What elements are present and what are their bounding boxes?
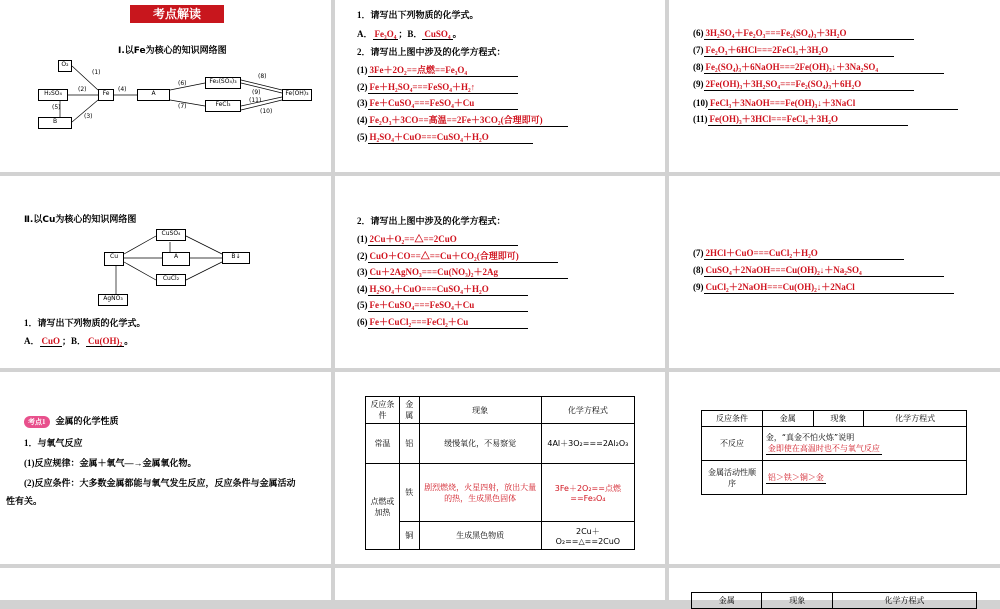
table-header: 金属 <box>692 593 762 609</box>
equation-row: (8) CuSO₄＋2NaOH===Cu(OH)₂↓＋Na₂SO₄ <box>693 263 944 277</box>
equation-row: (7) 2HCl＋CuO===CuCl₂＋H₂O <box>693 246 904 260</box>
section-heading: Ⅱ.以Cu为核心的知识网络图 <box>24 215 137 225</box>
edge-label: (6) <box>178 80 187 87</box>
slide-thumbnail-9[interactable] <box>669 372 1000 564</box>
partial-table <box>691 592 977 609</box>
edge-label: (9) <box>252 89 261 96</box>
table-cell: 缓慢氧化，不易察觉 <box>419 424 541 464</box>
equation-row: (2) CuO＋CO==△==Cu＋CO₂(合理即可) <box>357 249 558 263</box>
edge-label: (8) <box>258 73 267 80</box>
node-cuso4: CuSO₄ <box>156 229 186 241</box>
table-cell: 金，“真金不怕火炼”说明金即使在高温时也不与氧气反应 <box>762 427 966 461</box>
text-line: (2)反应条件：大多数金属都能与氧气发生反应，反应条件与金属活动 <box>24 478 296 488</box>
node-agno3: AgNO₃ <box>98 294 128 306</box>
question-1: 1．请写出下列物质的化学式。 <box>24 318 146 328</box>
equation-row: (10) FeCl₃＋3NaOH===Fe(OH)₃↓＋3NaCl <box>693 96 958 110</box>
equation-row: (6) Fe＋CuCl₂===FeCl₂＋Cu <box>357 315 528 329</box>
edge-label: (1) <box>92 69 101 76</box>
table-cell-answer: 剧烈燃烧，火星四射，放出大量的热，生成黑色固体 <box>419 464 541 522</box>
banner-title: 考点解读 <box>130 5 224 23</box>
slide-thumbnail-7[interactable] <box>0 372 331 564</box>
question-2: 2．请写出上图中涉及的化学方程式： <box>357 216 506 226</box>
equation-row: (4) Fe₂O₃＋3CO==高温==2Fe＋3CO₂(合理即可) <box>357 113 568 127</box>
table-header: 化学方程式 <box>541 397 634 424</box>
slide-thumbnail-11[interactable] <box>335 568 665 600</box>
slide-thumbnail-6[interactable] <box>669 176 1000 368</box>
equation-row: (1) 2Cu＋O₂==△==2CuO <box>357 232 518 246</box>
table-header: 反应条件 <box>366 397 400 424</box>
text-line: 性有关。 <box>6 496 43 506</box>
table-header: 化学方程式 <box>864 411 967 427</box>
slide-thumbnail-4[interactable] <box>0 176 331 368</box>
table-cell: 常温 <box>366 424 400 464</box>
section-title: 考点1 金属的化学性质 <box>24 414 119 428</box>
answer-line: A． CuO ；B． Cu(OH)₂ 。 <box>24 336 134 346</box>
question-2: 2．请写出上图中涉及的化学方程式： <box>357 47 506 57</box>
section-heading: Ⅰ.以Fe为核心的知识网络图 <box>118 46 227 56</box>
question-1: 1．请写出下列物质的化学式。 <box>357 10 479 20</box>
node-h2so4: H₂SO₄ <box>38 89 68 101</box>
equation-row: (2) Fe＋H₂SO₄===FeSO₄＋H₂↑ <box>357 80 518 94</box>
table-cell: 不反应 <box>702 427 763 461</box>
node-o2: O₂ <box>58 60 72 72</box>
text-line: 1．与氧气反应 <box>24 438 83 448</box>
slide-thumbnail-1[interactable] <box>0 0 331 172</box>
node-cu: Cu <box>104 252 124 266</box>
equation-row: (11) Fe(OH)₃＋3HCl===FeCl₃＋3H₂O <box>693 112 908 126</box>
table-cell: 2Cu＋O₂==△==2CuO <box>541 522 634 550</box>
equation-row: (6) 3H₂SO₄＋Fe₂O₃===Fe₂(SO₄)₃＋3H₂O <box>693 26 914 40</box>
table-cell: 铝 <box>399 424 419 464</box>
node-cucl2: CuCl₂ <box>156 274 186 286</box>
table-cell <box>762 461 966 495</box>
edge-label: (3) <box>84 113 93 120</box>
table-cell-answer: 3Fe＋2O₂==点燃==Fe₃O₄ <box>541 464 634 522</box>
node-b: B↓ <box>222 252 250 264</box>
table-header: 化学方程式 <box>832 593 976 609</box>
table-header: 反应条件 <box>702 411 763 427</box>
equation-row: (3) Fe＋CuSO₄===FeSO₄＋Cu <box>357 96 518 110</box>
equation-row: (3) Cu＋2AgNO₃===Cu(NO₃)₂＋2Ag <box>357 265 568 279</box>
oxygen-reaction-table <box>365 396 635 550</box>
table-cell: 生成黑色物质 <box>419 522 541 550</box>
answer-line: A． Fe₃O₄ ；B． CuSO₄ 。 <box>357 29 462 39</box>
equation-row: (9) 2Fe(OH)₃＋3H₂SO₄===Fe₂(SO₄)₃＋6H₂O <box>693 77 914 91</box>
edge-label: (11) <box>249 97 262 104</box>
equation-row: (9) CuCl₂＋2NaOH===Cu(OH)₂↓＋2NaCl <box>693 280 954 294</box>
slide-thumbnail-2[interactable] <box>335 0 665 172</box>
slide-thumbnail-12[interactable] <box>669 568 1000 605</box>
edge-label: (7) <box>178 103 187 110</box>
edge-label: (2) <box>78 86 87 93</box>
table-cell: 铁 <box>399 464 419 522</box>
edge-label: (4) <box>118 86 127 93</box>
slide-thumbnail-3[interactable] <box>669 0 1000 172</box>
table-header: 现象 <box>419 397 541 424</box>
equation-row: (4) H₂SO₄＋CuO===CuSO₄＋H₂O <box>357 282 528 296</box>
node-fecl3: FeCl₃ <box>205 100 241 112</box>
slide-thumbnail-10[interactable] <box>0 568 331 600</box>
equation-row: (7) Fe₂O₃＋6HCl===2FeCl₃＋3H₂O <box>693 43 894 57</box>
topic-tag: 考点1 <box>24 416 50 428</box>
node-a: A <box>137 89 170 101</box>
edge-label: (5) <box>52 104 61 111</box>
edge-label: (10) <box>260 108 273 115</box>
equation-row: (5) H₂SO₄＋CuO===CuSO₄＋H₂O <box>357 130 533 144</box>
slide-thumbnail-8[interactable] <box>335 372 665 564</box>
node-feoh3: Fe(OH)₃ <box>282 89 312 101</box>
answer-blank: 金即使在高温时也不与氧气反应 <box>767 444 880 453</box>
table-header: 金属 <box>399 397 419 424</box>
equation-row: (5) Fe＋CuSO₄===FeSO₄＋Cu <box>357 298 528 312</box>
table-cell: 点燃或加热 <box>366 464 400 550</box>
table-header: 金属 <box>762 411 813 427</box>
slide-thumbnail-5[interactable] <box>335 176 665 368</box>
node-fe: Fe <box>98 89 114 101</box>
text-line: (1)反应规律：金属＋氧气―→金属氧化物。 <box>24 458 197 468</box>
fe-network-lines <box>0 0 331 172</box>
node-fe2so43: Fe₂(SO₄)₃ <box>205 77 241 89</box>
table-cell: 铜 <box>399 522 419 550</box>
table-cell: 4Al＋3O₂===2Al₂O₃ <box>541 424 634 464</box>
table-header: 现象 <box>813 411 864 427</box>
activity-table <box>701 410 967 495</box>
table-cell: 金属活动性顺序 <box>702 461 763 495</box>
equation-row: (8) Fe₂(SO₄)₃＋6NaOH===2Fe(OH)₃↓＋3Na₂SO₄ <box>693 60 944 74</box>
equation-row: (1) 3Fe＋2O₂==点燃==Fe₃O₄ <box>357 63 518 77</box>
table-header: 现象 <box>762 593 832 609</box>
node-b: B <box>38 117 72 129</box>
node-a: A <box>162 252 190 266</box>
answer-blank: 铝＞铁＞铜＞金 <box>767 472 824 482</box>
